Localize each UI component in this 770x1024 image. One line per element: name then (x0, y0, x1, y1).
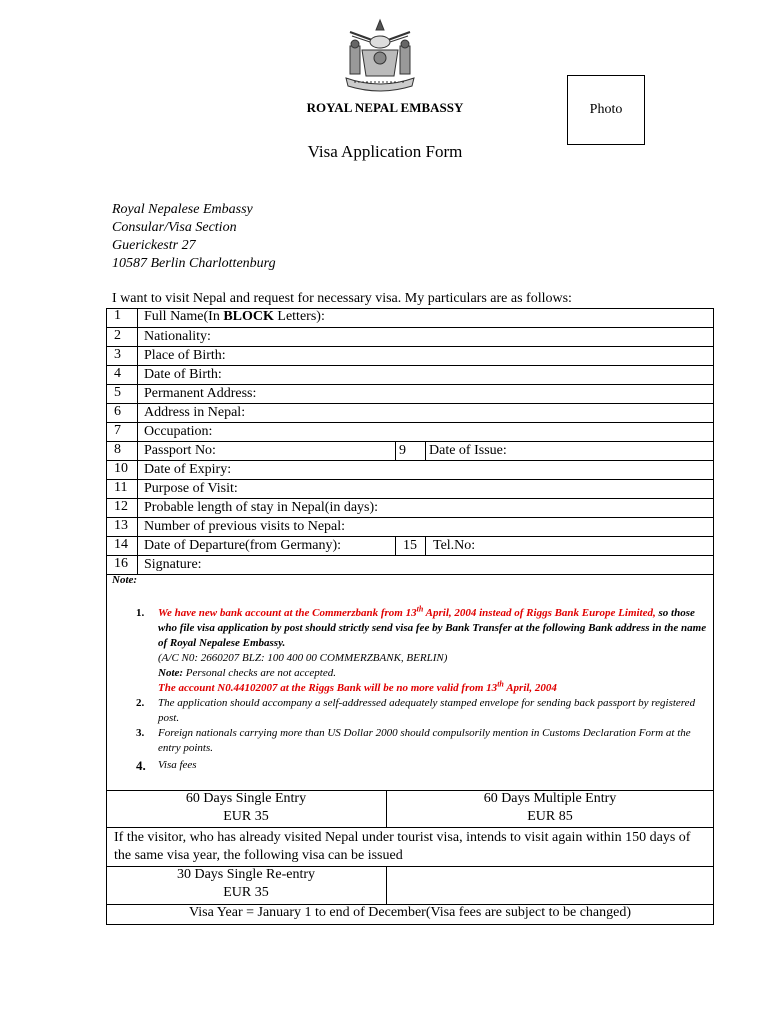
notes-divider (106, 574, 714, 575)
embassy-address (112, 201, 276, 273)
field-row[interactable] (106, 460, 714, 479)
field-number: 3 (114, 347, 121, 362)
address-line: Guerickestr 27 (112, 238, 196, 253)
single-entry-label: 60 Days Single Entry (185, 791, 307, 806)
field-row[interactable] (106, 536, 714, 555)
field-row[interactable] (106, 308, 714, 327)
single-entry-price: EUR 35 (223, 809, 269, 824)
field-number: 6 (114, 404, 121, 419)
field-number: 2 (114, 328, 121, 343)
reentry-divider (386, 866, 387, 904)
field-row[interactable] (106, 517, 714, 536)
field-number: 1 (114, 308, 121, 323)
field-number: 11 (114, 480, 128, 495)
field-label: Date of Issue: (429, 443, 507, 458)
field-label: Date of Birth: (144, 367, 222, 382)
reentry-text: If the visitor, who has already visited Nepal under tourist visa, intends to visit again within 150 days of the same visa year, the following visa can be issued (114, 830, 691, 863)
note-item: 4. Visa fees (136, 758, 197, 773)
royal-emblem (342, 18, 418, 98)
field-row[interactable] (106, 365, 714, 384)
field-label: Permanent Address: (144, 386, 257, 401)
field-label: Address in Nepal: (144, 405, 246, 420)
photo-label: Photo (589, 102, 623, 117)
field-label-full-name: Full Name(In BLOCK Letters): (144, 309, 325, 324)
field-row[interactable] (106, 346, 714, 365)
visa-year-text: Visa Year = January 1 to end of December(Visa fees are subject to be changed) (189, 905, 631, 920)
field-label: Probable length of stay in Nepal(in days): (144, 500, 379, 515)
field-number: 13 (114, 518, 128, 533)
field-number: 15 (403, 538, 417, 553)
field-number: 16 (114, 556, 128, 571)
multiple-entry-label: 60 Days Multiple Entry (483, 791, 617, 806)
field-number: 4 (114, 366, 121, 381)
field-row[interactable] (106, 327, 714, 346)
field-label: Date of Expiry: (144, 462, 232, 477)
note-item: 1. We have new bank account at the Commerzbank from 13th April, 2004 instead of Riggs Bank Europe Limited, so those who file visa application by post should strictly send visa fee by Bank Transfer at the following Bank address in the name of Royal Nepalese Embassy. (A/C N0: 2660207 BLZ: 100 400 00 COMMERZBANK, BERLIN) Note: Personal checks are not accepted. The account N0.44102007 at the Riggs Bank will be no more valid from 13th April, 2004 (136, 604, 707, 694)
field-number: 10 (114, 461, 128, 476)
field-row[interactable] (106, 498, 714, 517)
note-item: 3. Foreign nationals carrying more than US Dollar 2000 should compulsorily mention in Customs Declaration Form at the entry points. (136, 727, 691, 754)
field-number: 5 (114, 385, 121, 400)
field-row[interactable] (106, 479, 714, 498)
note-item: 2. The application should accompany a self-addressed adequately stamped envelope for sending back passport by registered post. (136, 697, 696, 724)
field-label: Place of Birth: (144, 348, 226, 363)
reentry-price: EUR 35 (223, 885, 269, 900)
field-number: 14 (114, 537, 128, 552)
embassy-title: ROYAL NEPAL EMBASSY (306, 100, 464, 115)
field-label: Purpose of Visit: (144, 481, 238, 496)
field-label: Signature: (144, 557, 202, 572)
field-row[interactable] (106, 403, 714, 422)
form-title: Visa Application Form (307, 142, 463, 161)
field-label: Passport No: (144, 443, 216, 458)
address-line: 10587 Berlin Charlottenburg (112, 256, 276, 271)
notes-list (132, 606, 710, 773)
field-number: 8 (114, 442, 121, 457)
intro-text: I want to visit Nepal and request for necessary visa. My particulars are as follows: (112, 291, 572, 306)
multiple-entry-price: EUR 85 (527, 809, 573, 824)
field-row[interactable] (106, 422, 714, 441)
address-line: Royal Nepalese Embassy (112, 202, 253, 217)
field-number: 7 (114, 423, 121, 438)
field-row[interactable] (106, 555, 714, 574)
reentry-top-line (106, 827, 714, 828)
field-label: Occupation: (144, 424, 213, 439)
reentry-label: 30 Days Single Re-entry (176, 867, 316, 882)
field-label: Date of Departure(from Germany): (144, 538, 342, 553)
field-label: Number of previous visits to Nepal: (144, 519, 346, 534)
field-row[interactable] (106, 441, 714, 460)
field-label: Tel.No: (433, 538, 476, 553)
field-number: 9 (399, 443, 406, 458)
field-number: 12 (114, 499, 128, 514)
address-line: Consular/Visa Section (112, 220, 237, 235)
note-label: Note: (112, 574, 138, 586)
field-label: Nationality: (144, 329, 211, 344)
field-row[interactable] (106, 384, 714, 403)
